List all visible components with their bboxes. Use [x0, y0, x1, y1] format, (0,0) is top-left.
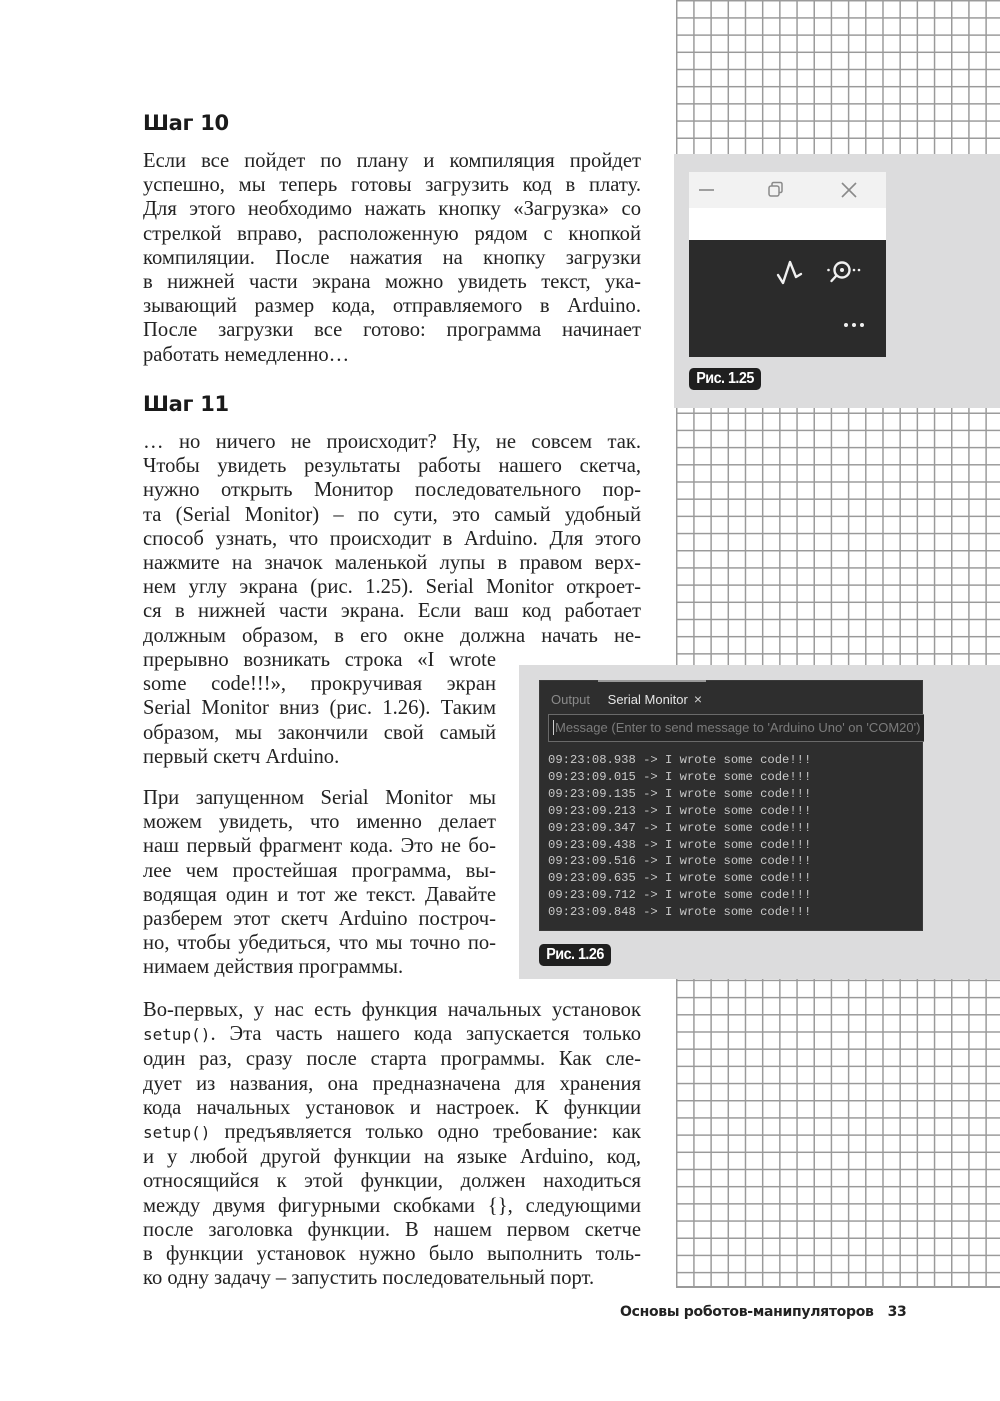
log-line: 09:23:09.213 -> I wrote some code!!! — [548, 803, 812, 818]
text-line: нажмите на значок маленькой лупы в правом верх- — [143, 552, 641, 575]
figure-label: Рис. 1.26 — [539, 944, 611, 966]
text-line: после заголовка функции. В нашем первом скетче — [143, 1218, 641, 1241]
log-line: 09:23:09.015 -> I wrote some code!!! — [548, 769, 812, 784]
text-line: успешно, мы теперь готовы загрузить код в плату. — [143, 174, 641, 197]
text-line: Для этого необходимо нажать кнопку «Загрузка» со — [143, 198, 641, 221]
page-number: 33 — [887, 1304, 907, 1320]
panel-tabs — [551, 691, 716, 707]
figure-1-25 — [674, 154, 1000, 408]
text-line: и у любой другой функции на языке Arduino, код, — [143, 1146, 641, 1169]
log-line: 09:23:08.938 -> I wrote some code!!! — [548, 753, 812, 767]
text-line: нужно открыть Монитор последовательного пор- — [143, 479, 641, 502]
log-line: 09:23:09.848 -> I wrote some code!!! — [548, 905, 812, 920]
log-line: 09:23:09.712 -> I wrote some code!!! — [548, 888, 812, 903]
text-line: способ узнать, что происходит в Arduino. Для этого — [143, 527, 641, 550]
log-line: 09:23:09.635 -> I wrote some code!!! — [548, 871, 812, 886]
text-line: первый скетч Arduino. — [143, 745, 340, 768]
more-icon[interactable] — [842, 320, 866, 330]
page-footer — [620, 1304, 906, 1320]
log-line: 09:23:09.438 -> I wrote some code!!! — [548, 837, 812, 852]
text-line: some code!!!», прокручивая экран — [143, 673, 496, 696]
serial-plotter-icon[interactable] — [775, 256, 805, 288]
text-line: прерывно возникать строка «I wrote — [143, 649, 496, 671]
text-line: в функции установок нужно было выполнить толь- — [143, 1243, 641, 1266]
restore-icon[interactable] — [766, 180, 786, 200]
text-line: работать немедленно… — [143, 343, 350, 366]
close-tab-icon[interactable]: × — [693, 691, 703, 707]
text-line: нем углу экрана (рис. 1.25). Serial Monitor откроет- — [143, 576, 641, 599]
window-titlebar — [689, 172, 886, 208]
figure-label: Рис. 1.25 — [689, 368, 761, 390]
text-line: Чтобы увидеть результаты работы нашего скетча, — [143, 455, 641, 478]
ide-window-corner — [689, 172, 886, 357]
text-line: Во-первых, у нас есть функция начальных установок — [143, 999, 641, 1021]
text-line: можем увидеть, что именно делает — [143, 811, 496, 834]
window-menu-strip — [689, 208, 886, 240]
text-line: setup(). Эта часть нашего кода запускается только — [143, 1023, 641, 1046]
step-11-paragraph-narrow — [143, 648, 496, 769]
running-title: Основы роботов-манипуляторов — [620, 1304, 874, 1320]
setup-paragraph — [143, 998, 641, 1290]
step-11-paragraph — [143, 430, 641, 648]
text-line: в нижней части экрана можно увидеть текст, ука- — [143, 271, 641, 294]
figure-1-26 — [519, 665, 1000, 979]
text-line: зывающий размер кода, отправляемого в Arduino. — [143, 295, 641, 318]
text-line: водящая один и тот же текст. Давайте — [143, 883, 496, 906]
text-line: между двумя фигурными скобками {}, следующими — [143, 1194, 641, 1217]
text-line: ко одну задачу – запустить последовательный порт. — [143, 1267, 595, 1290]
step-10-paragraph — [143, 149, 641, 367]
text-line: При запущенном Serial Monitor мы — [143, 787, 496, 809]
text-line: нимаем действия программы. — [143, 956, 404, 979]
text-line: setup() предъявляется только одно требование: как — [143, 1121, 641, 1144]
text-line: кода начальных установок и настроек. К функции — [143, 1096, 641, 1119]
text-line: образом, мы закончили свой самый — [143, 721, 496, 744]
tab-serial-monitor[interactable]: Serial Monitor × — [607, 691, 703, 707]
code-setup: setup() — [143, 1025, 211, 1045]
text-line: стрелкой вправо, расположенную рядом с кнопкой — [143, 222, 641, 245]
text-line: разберем этот скетч Arduino построч- — [143, 908, 496, 931]
text-line: но, чтобы убедиться, что мы точно по- — [143, 932, 496, 955]
minimize-icon[interactable] — [697, 180, 717, 200]
text-line: Если все пойдет по плану и компиляция пройдет — [143, 150, 641, 172]
serial-monitor-panel — [539, 680, 923, 931]
close-icon[interactable] — [839, 180, 859, 200]
active-tab-indicator — [598, 680, 706, 682]
text-line: относящийся к этой функции, должен находиться — [143, 1170, 641, 1193]
message-input[interactable]: Message (Enter to send message to 'Arduino Uno' on 'COM20') — [548, 714, 924, 742]
serial-output-log — [548, 752, 811, 921]
code-setup: setup() — [143, 1123, 211, 1143]
text-line: та (Serial Monitor) – по сути, это самый удобный — [143, 503, 641, 526]
text-line: … но ничего не происходит? Ну, не совсем так. — [143, 431, 641, 453]
text-line: Serial Monitor вниз (рис. 1.26). Таким — [143, 697, 496, 720]
log-line: 09:23:09.347 -> I wrote some code!!! — [548, 820, 812, 835]
text-line: должным образом, в его окне должна начать не- — [143, 624, 641, 647]
log-line: 09:23:09.516 -> I wrote some code!!! — [548, 854, 812, 869]
text-line: ся в нижней части экрана. Если ваш код работает — [143, 600, 641, 623]
step-10-heading: Шаг 10 — [143, 111, 229, 135]
serial-monitor-icon[interactable] — [827, 256, 869, 288]
text-line: После загрузки все готово: программа начинает — [143, 319, 641, 342]
text-line: компиляции. После нажатия на кнопку загрузки — [143, 246, 641, 269]
text-line: один раз, сразу после старта программы. Как сле- — [143, 1048, 641, 1071]
text-line: лее чем простейшая программа, вы- — [143, 859, 496, 882]
text-line: дует из названия, она предназначена для хранения — [143, 1072, 641, 1095]
log-line: 09:23:09.135 -> I wrote some code!!! — [548, 786, 812, 801]
serial-monitor-paragraph — [143, 786, 496, 980]
tab-output[interactable]: Output — [551, 692, 591, 707]
text-line: наш первый фрагмент кода. Это не бо- — [143, 835, 496, 858]
step-11-heading: Шаг 11 — [143, 392, 229, 416]
